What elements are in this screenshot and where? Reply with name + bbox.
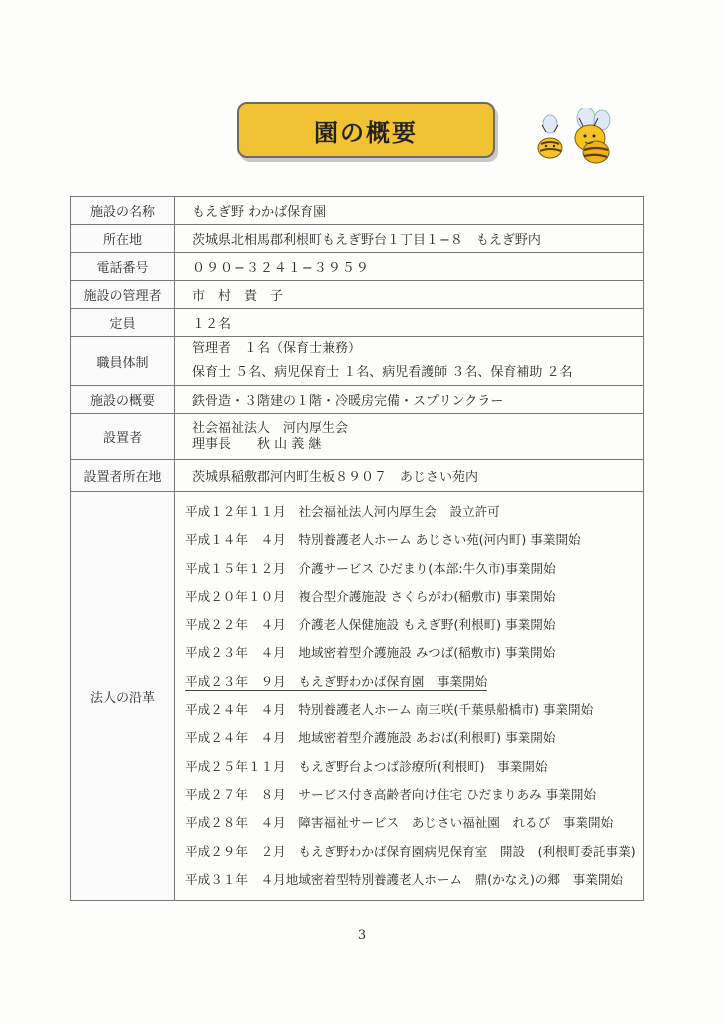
- label-address: 所在地: [71, 225, 175, 253]
- list-item: 平成１４年 ４月 特別養護老人ホーム あじさい苑(河内町) 事業開始: [185, 532, 581, 548]
- label-staff: 職員体制: [71, 337, 175, 386]
- value-facility-name: もえぎ野 わかば保育園: [175, 197, 644, 225]
- value-phone: ０９０−３２４１−３９５９: [175, 253, 644, 281]
- label-phone: 電話番号: [71, 253, 175, 281]
- bees-illustration: [528, 108, 618, 168]
- value-manager: 市 村 貴 子: [175, 281, 644, 309]
- list-item: 平成１２年１１月 社会福祉法人河内厚生会 設立許可: [185, 504, 500, 519]
- value-founder: [175, 414, 644, 460]
- label-history: 法人の沿革: [71, 492, 175, 901]
- label-founder-address: 設置者所在地: [71, 460, 175, 492]
- page-title: [237, 102, 495, 158]
- table-row-history: [71, 492, 644, 901]
- list-item: 平成２４年 ４月 特別養護老人ホーム 南三咲(千葉県船橋市) 事業開始: [185, 702, 594, 718]
- value-address: 茨城県北相馬郡利根町もえぎ野台１丁目１−８ もえぎ野内: [175, 225, 644, 253]
- list-item-text: 平成２３年 ９月 もえぎ野わかば保育園 事業開始: [185, 673, 488, 689]
- value-facility-overview: 鉄骨造・３階建の１階・冷暖房完備・スプリンクラー: [175, 386, 644, 414]
- value-staff: [175, 337, 644, 386]
- page-number: 3: [357, 928, 367, 943]
- list-item: 平成２７年 ８月 サービス付き高齢者向け住宅 ひだまりあみ 事業開始: [185, 786, 597, 802]
- staff-line-1: 管理者 １名（保育士兼務）: [192, 341, 362, 356]
- table-row-founder: [71, 414, 644, 460]
- list-item: 平成２２年 ４月 介護老人保健施設 もえぎ野(利根町) 事業開始: [185, 617, 556, 633]
- list-item: 平成２５年１１月 もえぎ野台よつば診療所(利根町) 事業開始: [185, 758, 548, 774]
- list-item: 平成２８年 ４月 障害福祉サービス あじさい福祉園 れるび 事業開始: [185, 815, 614, 831]
- founder-line-2: 理事長 秋 山 義 継: [192, 436, 322, 452]
- small-bee-icon: [538, 115, 562, 158]
- founder-line-1: 社会福祉法人 河内厚生会: [192, 420, 349, 436]
- label-facility-overview: 施設の概要: [71, 386, 175, 414]
- list-item: 平成２３年 ４月 地域密着型介護施設 みつば(稲敷市) 事業開始: [185, 645, 556, 661]
- list-item: 平成２９年 ２月 もえぎ野わかば保育園病児保育室 開設 (利根町委託事業): [185, 843, 636, 859]
- history-list: [175, 492, 644, 901]
- label-facility-name: 施設の名称: [71, 197, 175, 225]
- value-founder-address: 茨城県稲敷郡河内町生板８９０７ あじさい苑内: [175, 460, 644, 492]
- page-title-text: 園の概要: [314, 118, 418, 147]
- list-item: 平成２４年 ４月 地域密着型介護施設 あおば(利根町) 事業開始: [185, 730, 556, 746]
- table-row-manager: [71, 281, 644, 309]
- staff-line-2: 保育士 ５名、病児保育士 １名、病児看護師 ３名、保育補助 ２名: [192, 365, 573, 380]
- value-capacity: １２名: [175, 309, 644, 337]
- list-item: 平成２０年１０月 複合型介護施設 さくらがわ(稲敷市) 事業開始: [185, 588, 556, 604]
- label-founder: 設置者: [71, 414, 175, 460]
- overview-table: [70, 196, 644, 901]
- list-item: 平成３１年 ４月地域密着型特別養護老人ホーム 鼎(かなえ)の郷 事業開始: [185, 871, 624, 887]
- label-manager: 施設の管理者: [71, 281, 175, 309]
- table-row-address: [71, 225, 644, 253]
- table-row-name: [71, 197, 644, 225]
- list-item: 平成１５年１２月 介護サービス ひだまり(本部:牛久市)事業開始: [185, 560, 556, 576]
- large-bee-icon: [575, 108, 610, 163]
- table-row-phone: [71, 253, 644, 281]
- table-row-staff: [71, 337, 644, 386]
- table-row-capacity: [71, 309, 644, 337]
- list-item: [185, 668, 643, 696]
- label-capacity: 定員: [71, 309, 175, 337]
- table-row-founder-address: [71, 460, 644, 492]
- table-row-facility: [71, 386, 644, 414]
